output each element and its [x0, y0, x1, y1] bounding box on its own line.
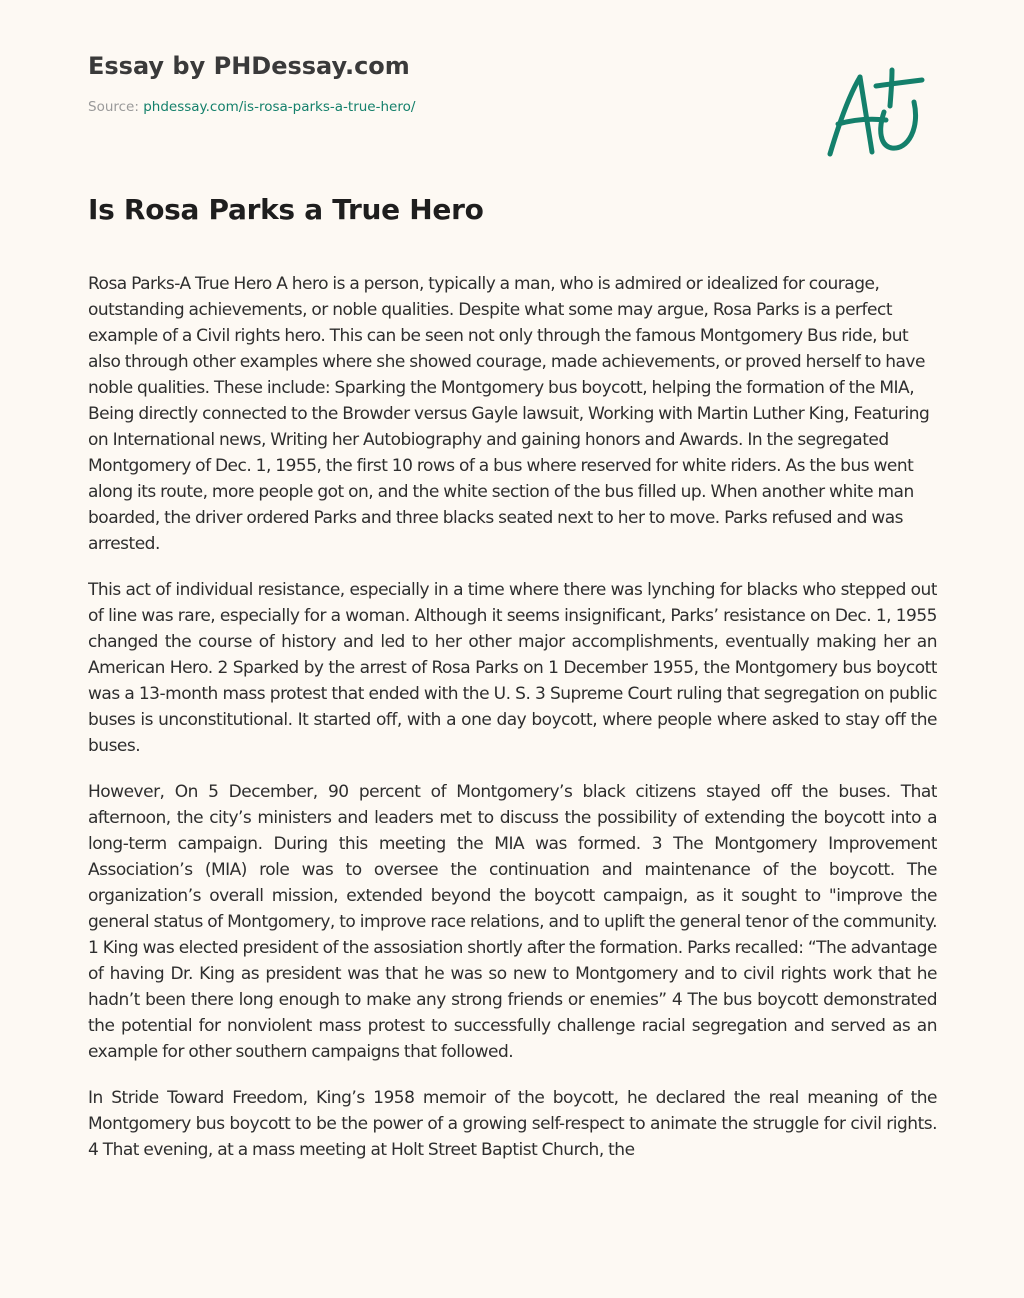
paragraph-4: In Stride Toward Freedom, King’s 1958 memoir of the boycott, he declared the real meaning of the Montgomery bus boycott to be the power of a growing self-respect to animate the struggle for civil rights. 4 That evening, at a mass meeting at Holt Street Baptist Church, the	[88, 1088, 937, 1160]
logo-a-right-stroke	[860, 77, 872, 152]
source-line	[88, 98, 688, 116]
a-plus-logo-graphic	[820, 62, 930, 162]
page-header	[88, 50, 688, 116]
page-title: Is Rosa Parks a True Hero	[88, 193, 484, 226]
source-link[interactable]: phdessay.com/is-rosa-parks-a-true-hero/	[143, 99, 416, 115]
source-label: Source:	[88, 99, 139, 115]
paragraph-3: However, On 5 December, 90 percent of Montgomery’s black citizens stayed off the buses. That afternoon, the city’s ministers and leaders met to discuss the possibility of extending the boycott into a long-term campaign. During this meeting the MIA was formed. 3 The Montgomery Improvement Association’s (MIA) role was to oversee the continuation and maintenance of the boycott. The organization’s overall mission, extended beyond the boycott campaign, as it sought to "improve the general status of Montgomery, to improve race relations, and to uplift the general tenor of the community. 1 King was elected president of the assosiation shortly after the formation. Parks recalled: “The advantage of having Dr. King as president was that he was so new to Montgomery and to civil rights work that he hadn’t been there long enough to make any strong friends or enemies” 4 The bus boycott demonstrated the potential for nonviolent mass protest to successfully challenge racial segregation and served as an example for other southern campaigns that followed.	[88, 782, 937, 1062]
a-plus-logo-icon	[820, 62, 930, 162]
site-brand: Essay by PHDessay.com	[88, 52, 410, 80]
logo-plus-horizontal	[876, 80, 922, 86]
logo-swoosh	[881, 102, 916, 148]
paragraph-1: Rosa Parks-A True Hero A hero is a person, typically a man, who is admired or idealized for courage, outstanding achievements, or noble qualities. Despite what some may argue, Rosa Parks is a perfect example of a Civil rights hero. This can be seen not only through the famous Montgomery Bus ride, but also through other examples where she showed courage, made achievements, or proved herself to have noble qualities. These include: Sparking the Montgomery bus boycott, helping the formation of the MIA, Being directly connected to the Browder versus Gayle lawsuit, Working with Martin Luther King, Featuring on International news, Writing her Autobiography and gaining honors and Awards. In the segregated Montgomery of Dec. 1, 1955, the first 10 rows of a bus where reserved for white riders. As the bus went along its route, more people got on, and the white section of the bus filled up. When another white man boarded, the driver ordered Parks and three blacks seated next to her to move. Parks refused and was arrested.	[88, 274, 930, 554]
essay-body	[88, 271, 937, 1250]
logo-plus-vertical	[890, 70, 892, 106]
logo-a-left-stroke	[830, 77, 860, 154]
paragraph-2: This act of individual resistance, especially in a time where there was lynching for blacks who stepped out of line was rare, especially for a woman. Although it seems insignificant, Parks’ resistance on Dec. 1, 1955 changed the course of history and led to her other major accomplishments, eventually making her an American Hero. 2 Sparked by the arrest of Rosa Parks on 1 December 1955, the Montgomery bus boycott was a 13-month mass protest that ended with the U. S. 3 Supreme Court ruling that segregation on public buses is unconstitutional. It started off, with a one day boycott, where people where asked to stay off the buses.	[88, 580, 937, 756]
